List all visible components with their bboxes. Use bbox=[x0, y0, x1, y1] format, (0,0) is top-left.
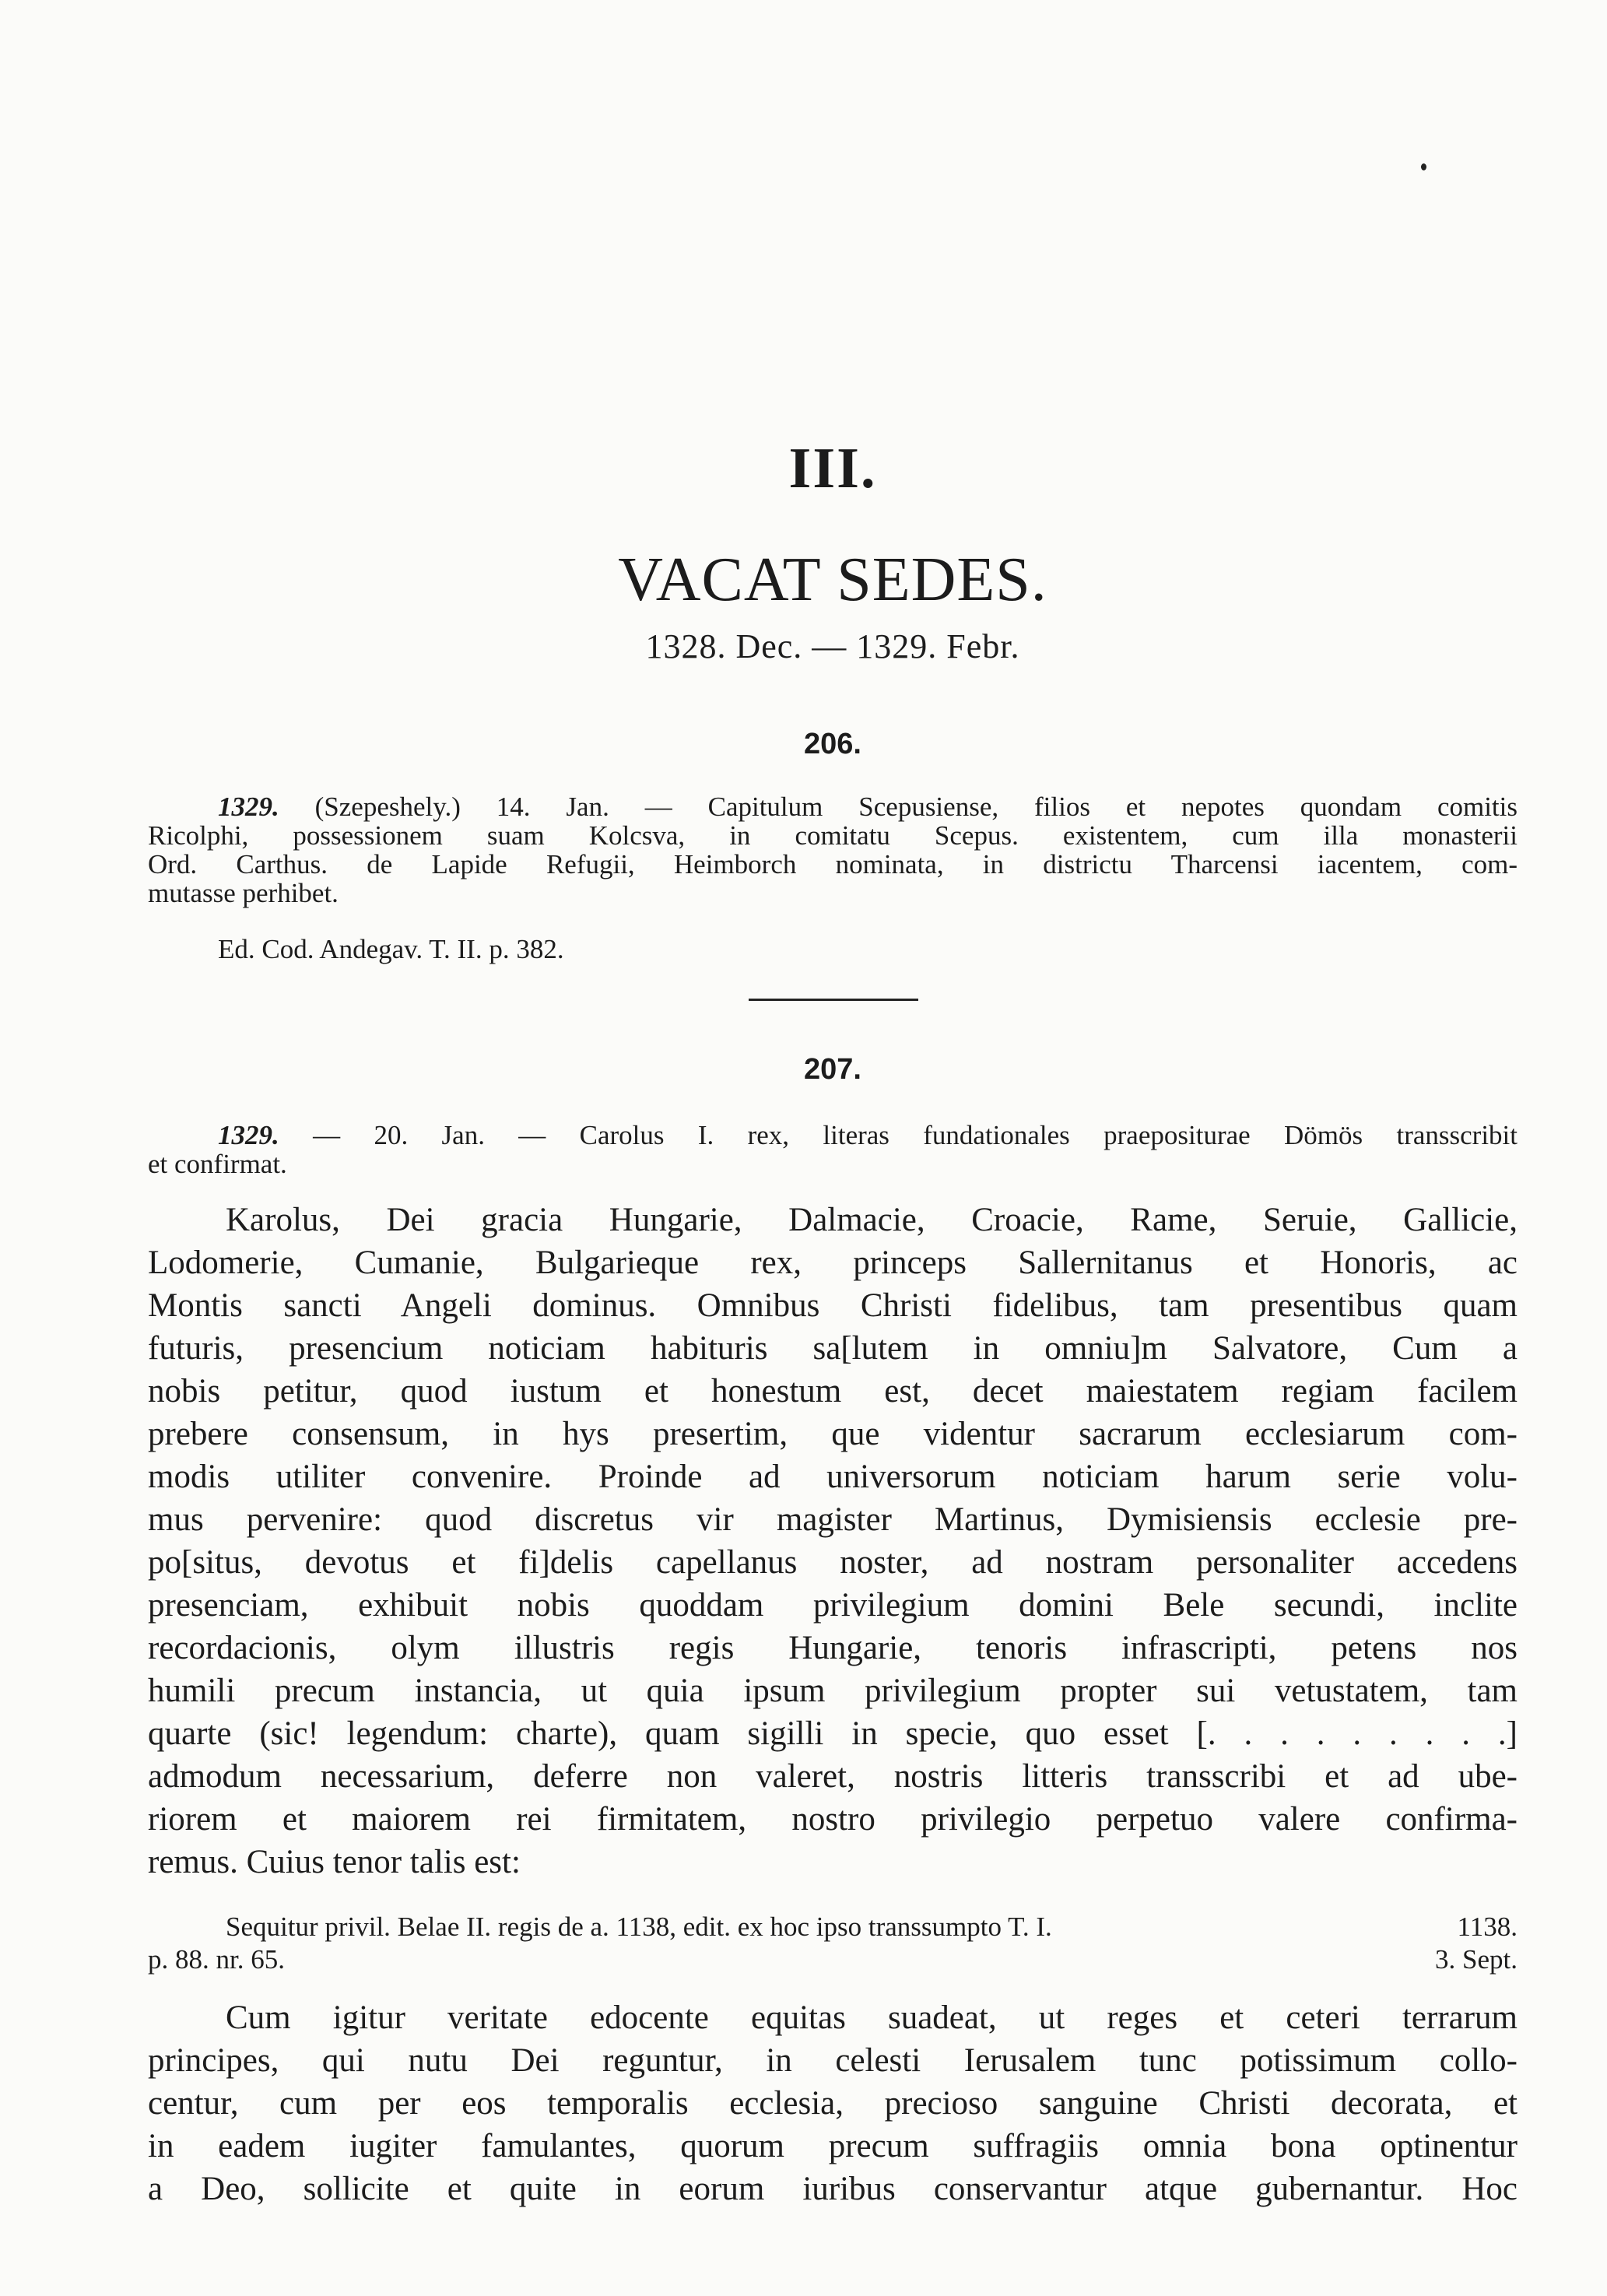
regest-207-year: 1329. bbox=[218, 1120, 279, 1150]
section-divider bbox=[749, 999, 918, 1001]
charter-line: po[situs, devotus et fi]delis capellanus noster, ad nostram personaliter accedens bbox=[148, 1544, 1518, 1581]
regest-206-line-2: Ricolphi, possessionem suam Kolcsva, in comitatu Scepus. existentem, cum illa monasterii bbox=[148, 820, 1518, 851]
regest-207-line-2: et confirmat. bbox=[148, 1149, 287, 1179]
part-title: VACAT SEDES. bbox=[618, 546, 1047, 614]
ink-speck bbox=[1421, 163, 1426, 170]
charter-line: modis utiliter convenire. Proinde ad universorum noticiam harum serie volu- bbox=[148, 1459, 1518, 1495]
regest-207 bbox=[148, 1121, 1518, 1178]
document-number-207: 207. bbox=[804, 1053, 861, 1086]
charter-line: presenciam, exhibuit nobis quoddam privilegium domini Bele secundi, inclite bbox=[148, 1587, 1518, 1624]
edition-reference-206: Ed. Cod. Andegav. T. II. p. 382. bbox=[218, 934, 564, 964]
charter-line: Montis sancti Angeli dominus. Omnibus Christi fidelibus, tam presentibus quam bbox=[148, 1287, 1518, 1324]
regest-206 bbox=[148, 792, 1518, 908]
charter-line: remus. Cuius tenor talis est: bbox=[148, 1844, 521, 1880]
charter-line: recordacionis, olym illustris regis Hungarie, tenoris infrascripti, petens nos bbox=[148, 1630, 1518, 1666]
editorial-note-line-1: Sequitur privil. Belae II. regis de a. 1138, edit. ex hoc ipso transsumpto T. I. bbox=[226, 1912, 1052, 1942]
charter-line: riorem et maiorem rei firmitatem, nostro privilegio perpetuo valere confirma- bbox=[148, 1801, 1518, 1838]
charter-line: in eadem iugiter famulantes, quorum precum suffragiis omnia bona optinentur bbox=[148, 2128, 1518, 2164]
margin-year: 1138. bbox=[1457, 1912, 1518, 1942]
charter-line: Lodomerie, Cumanie, Bulgarieque rex, princeps Sallernitanus et Honoris, ac bbox=[148, 1245, 1518, 1281]
regest-206-line-4: mutasse perhibet. bbox=[148, 878, 339, 908]
charter-line: admodum necessarium, deferre non valeret, nostris litteris transscribi et ad ube- bbox=[148, 1758, 1518, 1795]
regest-207-line-1: 1329. — 20. Jan. — Carolus I. rex, literas fundationales praeposituraе Dömös transscribit bbox=[218, 1120, 1518, 1150]
document-number-206: 206. bbox=[804, 728, 861, 760]
margin-date: 3. Sept. bbox=[1435, 1944, 1518, 1975]
regest-206-line-1: 1329. (Szepeshely.) 14. Jan. — Capitulum Scepusiense, filios et nepotes quondam comitis bbox=[218, 792, 1518, 822]
charter-closing-text bbox=[148, 1996, 1518, 2210]
charter-line: humili precum instancia, ut quia ipsum privilegium propter sui vetustatem, tam bbox=[148, 1673, 1518, 1709]
charter-line: Cum igitur veritate edocente equitas suadeat, ut reges et ceteri terrarum bbox=[226, 1999, 1518, 2036]
charter-line: quarte (sic! legendum: charte), quam sigilli in specie, quo esset [. . . . . . . . .] bbox=[148, 1715, 1518, 1752]
editorial-note-line-2: p. 88. nr. 65. bbox=[148, 1944, 285, 1975]
charter-line: mus pervenire: quod discretus vir magister Martinus, Dymisiensis ecclesie pre- bbox=[148, 1501, 1518, 1538]
charter-line: principes, qui nutu Dei reguntur, in celesti Ierusalem tunc potissimum collo- bbox=[148, 2042, 1518, 2079]
regest-206-line-3: Ord. Carthus. de Lapide Refugii, Heimborch nominata, in districtu Tharcensi iacentem, com- bbox=[148, 849, 1518, 879]
charter-line: nobis petitur, quod iustum et honestum est, decet maiestatem regiam facilem bbox=[148, 1373, 1518, 1410]
regest-206-year: 1329. bbox=[218, 792, 279, 822]
charter-line: centur, cum per eos temporalis ecclesia, precioso sanguine Christi decorata, et bbox=[148, 2085, 1518, 2122]
charter-line: Karolus, Dei gracia Hungarie, Dalmacie, Croacie, Rame, Seruie, Gallicie, bbox=[226, 1202, 1518, 1238]
charter-line: a Deo, sollicite et quite in eorum iuribus conservantur atque gubernantur. Hoc bbox=[148, 2171, 1518, 2207]
charter-line: prebere consensum, in hys presertim, que videntur sacrarum ecclesiarum com- bbox=[148, 1416, 1518, 1452]
charter-text bbox=[148, 1199, 1518, 1883]
part-number: III. bbox=[788, 437, 877, 500]
editorial-note bbox=[148, 1911, 1518, 1976]
charter-line: futuris, presencium noticiam habituris sa[lutem in omniu]m Salvatore, Cum a bbox=[148, 1330, 1518, 1367]
part-dates: 1328. Dec. — 1329. Febr. bbox=[645, 627, 1020, 665]
